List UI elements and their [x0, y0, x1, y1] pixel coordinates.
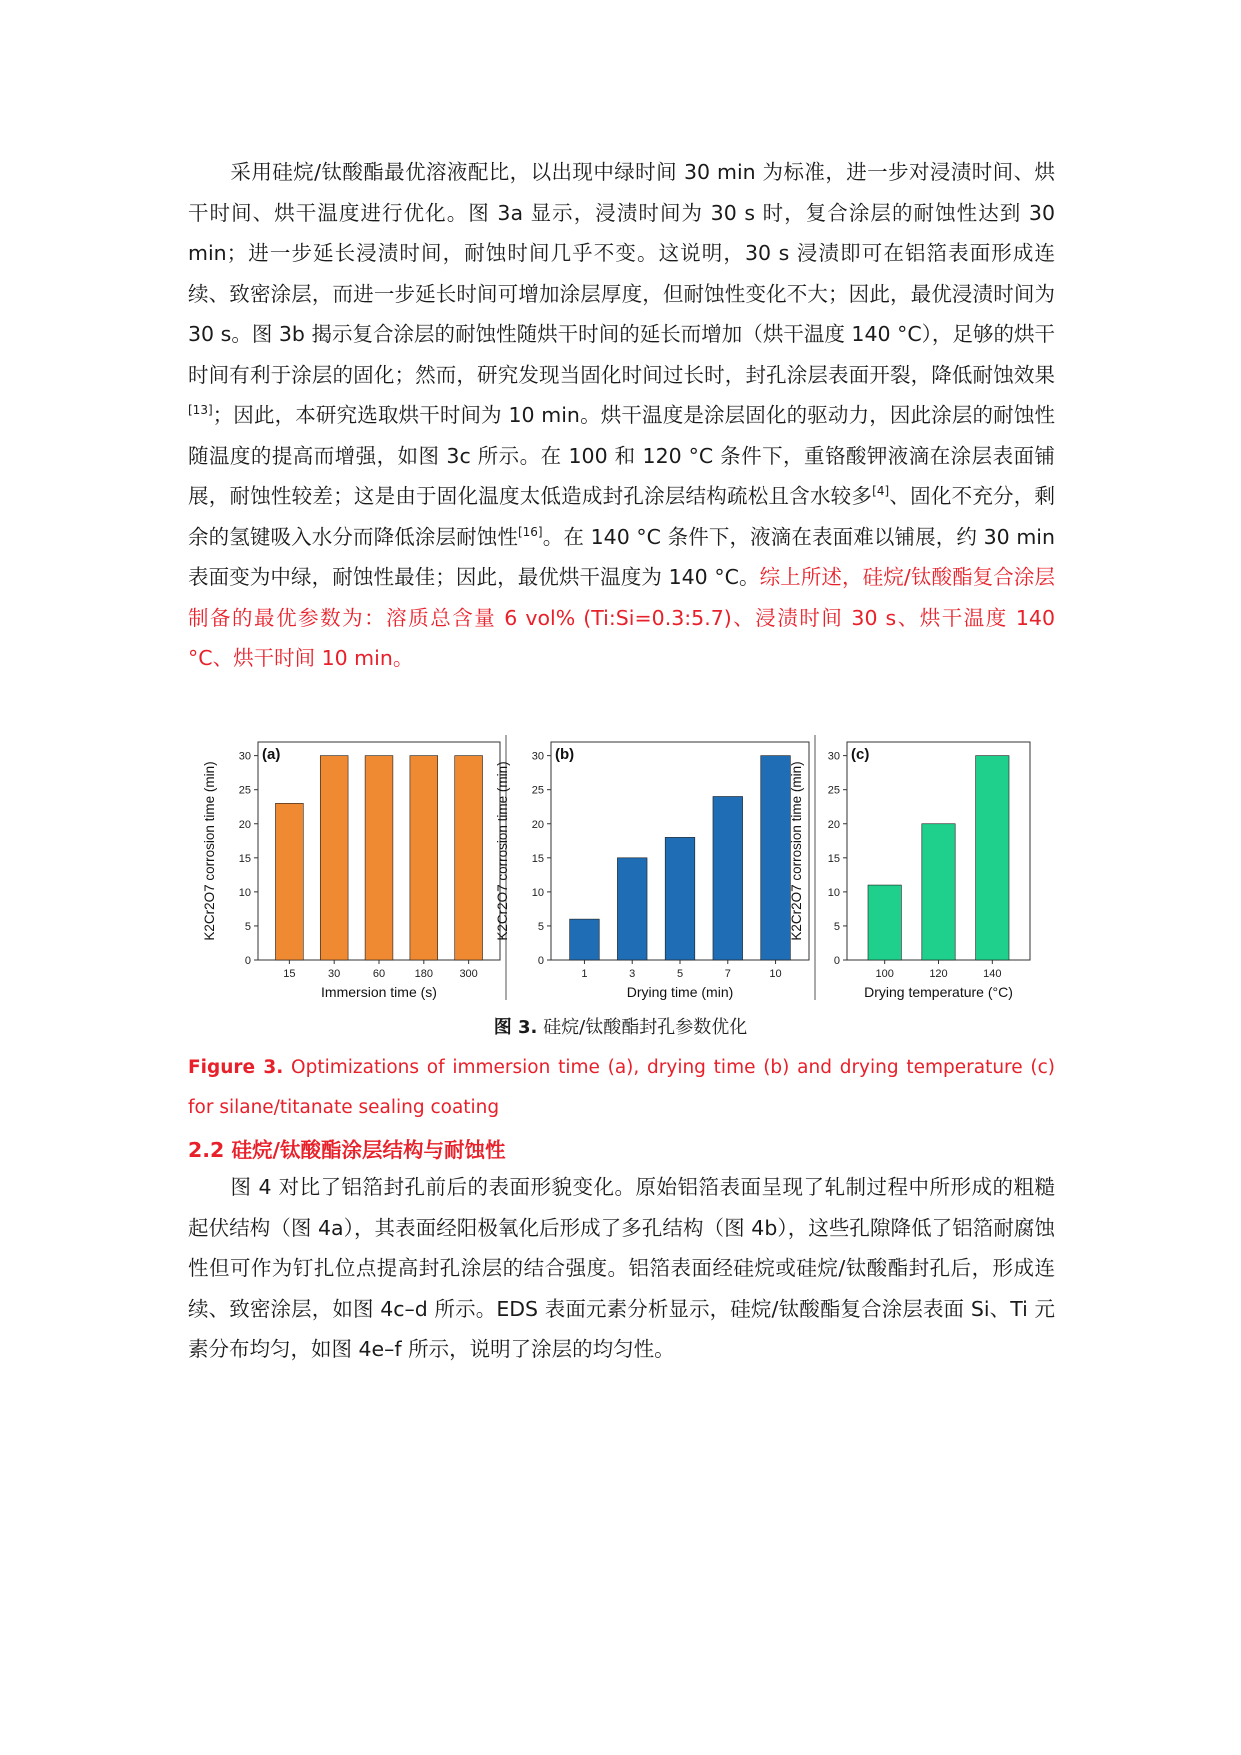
chart-a-ytick-label: 5: [244, 920, 251, 933]
chart-a-ytick-label: 25: [238, 784, 251, 797]
chart-c-xtick-label: 140: [983, 968, 1002, 980]
chart-b-ytick-label: 15: [531, 852, 544, 865]
chart-c-bar: [922, 824, 955, 960]
chart-b-bar: [713, 797, 743, 961]
chart-c-ylabel: K2Cr2O7 corrosion time (min): [789, 761, 804, 941]
chart-b-xtick-label: 10: [769, 968, 782, 980]
chart-c-ytick-label: 15: [827, 852, 840, 865]
chart-b-xtick-label: 3: [629, 968, 636, 980]
figure-caption-en-text: Optimizations of immersion time (a), drying time (b) and drying temperature (c) for silane/titanate sealing coating: [188, 1057, 1055, 1118]
chart-a-bar: [320, 756, 348, 960]
figure-caption-cn: [0, 1013, 1241, 1039]
chart-a-xtick-label: 60: [372, 968, 386, 980]
chart-a-bar: [365, 756, 393, 960]
chart-a-ytick-label: 20: [238, 818, 251, 831]
chart-a-ytick-label: 0: [244, 955, 251, 967]
chart-a-ylabel: K2Cr2O7 corrosion time (min): [202, 761, 217, 941]
chart-c-ytick-label: 20: [827, 818, 840, 831]
citation-4: [4]: [872, 484, 890, 499]
chart-b-ytick-label: 5: [537, 920, 544, 933]
paragraph1-text-b: ；因此，本研究选取烘干时间为 10 min。烘干温度是涂层固化的驱动力，因此涂层的耐蚀性随温度的提高而增强，如图 3c 所示。在 100 和 120 °C 条件下，重铬酸钾液滴在涂层表面铺展，耐蚀性较差；这是由于固化温度太低造成封孔涂层结构疏松且含水较多: [188, 403, 1055, 508]
figure-3: [200, 735, 1040, 1005]
figure-3-charts: [200, 735, 1040, 1005]
paragraph-optimization: [188, 152, 1055, 679]
section-heading-2-2: 2.2 硅烷/钛酸酯涂层结构与耐蚀性: [188, 1138, 506, 1162]
chart-b-bar: [570, 919, 600, 960]
chart-b-ytick-label: 30: [531, 750, 544, 763]
chart-a-xtick-label: 180: [414, 968, 433, 980]
chart-b-bar: [617, 858, 647, 960]
chart-b-xtick-label: 7: [724, 968, 731, 980]
chart-b-ylabel: K2Cr2O7 corrosion time (min): [495, 761, 510, 941]
chart-b-xtick-label: 5: [676, 968, 684, 980]
figure-caption-cn-text: 硅烷/钛酸酯封孔参数优化: [543, 1017, 748, 1038]
chart-c-ytick-label: 10: [827, 886, 840, 899]
chart-a-xtick-label: 30: [328, 968, 341, 980]
figure-caption-cn-label: 图 3.: [493, 1017, 538, 1038]
chart-c-xtick-label: 120: [929, 968, 948, 980]
chart-c-ytick-label: 0: [833, 955, 840, 967]
chart-a-xtick-label: 300: [459, 968, 478, 980]
chart-c-bar: [976, 756, 1009, 960]
paragraph1-text-a: 采用硅烷/钛酸酯最优溶液配比，以出现中绿时间 30 min 为标准，进一步对浸渍时间、烘干时间、烘干温度进行优化。图 3a 显示，浸渍时间为 30 s 时，复合涂层的耐蚀性达到 30 min；进一步延长浸渍时间，耐蚀时间几乎不变。这说明，30 s 浸渍即可在铝箔表面形成连续、致密涂层，而进一步延长时间可增加涂层厚度，但耐蚀性变化不大；因此，最优浸渍时间为 30 s。图 3b 揭示复合涂层的耐蚀性随烘干时间的延长而增加（烘干温度 140 °C），足够的烘干时间有利于涂层的固化；然而，研究发现当固化时间过长时，封孔涂层表面开裂，降低耐蚀效果: [188, 160, 1055, 387]
paragraph1-text-d: 。在 140 °C 条件下，液滴在表面难以铺展，约 30 min 表面变为中绿，耐蚀性最佳；因此，最优烘干温度为 140 °C。: [188, 524, 1055, 589]
chart-b-ytick-label: 0: [537, 955, 544, 967]
chart-a-bar: [275, 803, 303, 960]
chart-c-panel-label: (c): [851, 746, 870, 763]
chart-b-bar: [665, 837, 695, 960]
chart-b-xtick-label: 1: [581, 968, 588, 980]
chart-b-ytick-label: 20: [531, 818, 544, 831]
chart-c-ytick-label: 5: [833, 920, 840, 933]
paragraph-structure: [188, 1167, 1055, 1370]
paragraph2-text: 图 4 对比了铝箔封孔前后的表面形貌变化。原始铝箔表面呈现了轧制过程中所形成的粗糙起伏结构（图 4a），其表面经阳极氧化后形成了多孔结构（图 4b），这些孔隙降低了铝箔耐腐蚀性但可作为钉扎位点提高封孔涂层的结合强度。铝箔表面经硅烷或硅烷/钛酸酯封孔后，形成连续、致密涂层，如图 4c–d 所示。EDS 表面元素分析显示，硅烷/钛酸酯复合涂层表面 Si、Ti 元素分布均匀，如图 4e–f 所示，说明了涂层的均匀性。: [188, 1175, 1055, 1361]
citation-13: [13]: [188, 403, 213, 418]
chart-c-ytick-label: 30: [827, 750, 840, 763]
chart-a-ytick-label: 30: [238, 750, 251, 763]
chart-c-xlabel: Drying temperature (°C): [864, 984, 1013, 1000]
conclusion-text: 综上所述，硅烷/钛酸酯复合涂层制备的最优参数为：溶质总含量 6 vol% (Ti:Si=0.3:5.7)、浸渍时间 30 s、烘干温度 140 °C、烘干时间 10 min。: [188, 565, 1056, 670]
chart-c-bar: [868, 885, 901, 960]
chart-b-bar: [761, 756, 791, 960]
chart-b-panel-label: (b): [555, 746, 575, 763]
chart-c-ytick-label: 25: [827, 784, 840, 797]
chart-b-ytick-label: 10: [531, 886, 544, 899]
chart-a-panel-label: (a): [262, 746, 281, 763]
chart-b-xlabel: Drying time (min): [626, 984, 734, 1000]
chart-a-bar: [410, 756, 438, 960]
citation-16: [16]: [517, 524, 543, 539]
chart-a-ytick-label: 15: [238, 852, 251, 865]
chart-a-bar: [455, 756, 483, 960]
chart-a-xtick-label: 15: [283, 968, 296, 980]
chart-a-xlabel: Immersion time (s): [321, 984, 437, 1000]
figure-caption-en: [188, 1048, 1055, 1128]
figure-caption-en-label: Figure 3.: [188, 1057, 284, 1078]
paragraph1-text-c: 、固化不充分，剩余的氢键吸入水分而降低涂层耐蚀性: [188, 484, 1056, 549]
chart-c-xtick-label: 100: [875, 968, 894, 980]
chart-a-ytick-label: 10: [238, 886, 251, 899]
chart-b-ytick-label: 25: [531, 784, 544, 797]
